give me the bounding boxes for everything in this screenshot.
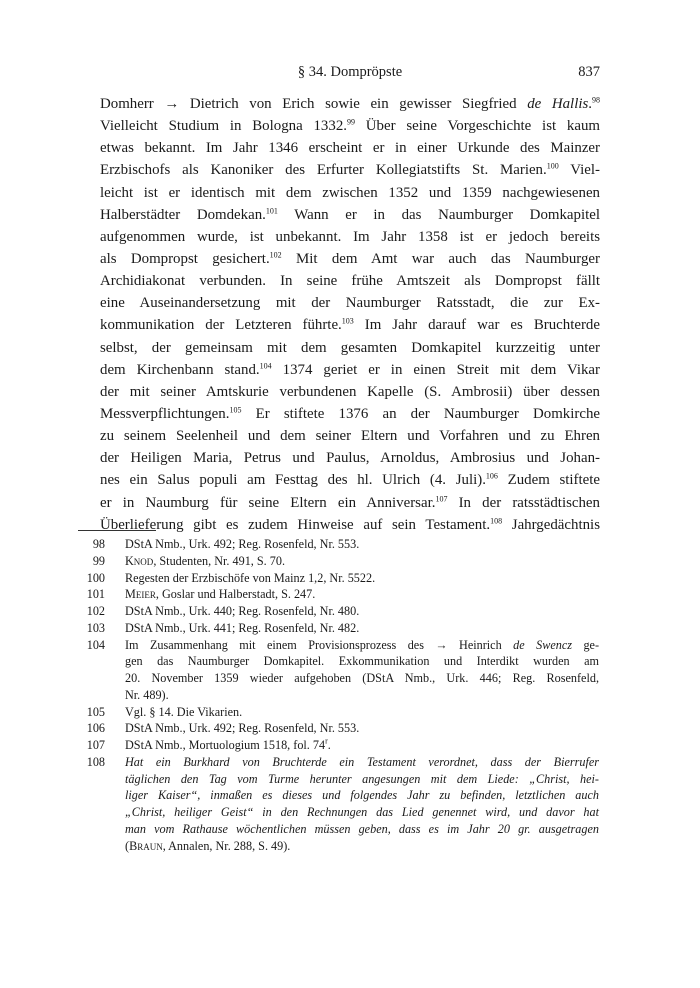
footnote — [78, 570, 600, 587]
body-line: etwas bekannt. Im Jahr 1346 erscheint er in einer Urkunde des Mainzer — [100, 140, 600, 157]
footnote-text — [125, 754, 599, 855]
footnote-line: DStA Nmb., Urk. 440; Reg. Rosenfeld, Nr. 480. — [125, 604, 360, 618]
body-line: Erzbischofs als Kanoniker des Erfurter Kollegiatstifts St. Marien.$^{100}$ Viel- — [100, 161, 600, 179]
footnote-number: 98 — [92, 537, 105, 551]
footnote-line: liger Kaiser“, inmaßen es dieses und folgendes Jahr zu befinden, letztlichen auch — [125, 788, 599, 803]
body-line: der Heiligen Maria, Petrus und Paulus, Arnoldus, Ambrosius und Johan- — [100, 450, 600, 467]
footnote-line: Knod, Studenten, Nr. 491, S. 70. — [125, 553, 286, 568]
footnote-line: DStA Nmb., Mortuologium 1518, fol. 74$^r$. — [125, 736, 331, 752]
footnote-number: 107 — [86, 738, 105, 752]
body-line: kommunikation der Letzteren führte.$^{103}$ Im Jahr darauf war es Bruchterde — [100, 316, 600, 334]
footnote-number: 106 — [86, 721, 105, 736]
footnote-line: man vom Rathause wöchentlichen müssen geben, dass es im Jahr 20 gr. ausgetragen — [125, 821, 599, 836]
footnote-number: 104 — [86, 637, 105, 652]
page-number: 837 — [578, 64, 600, 80]
body-line: leicht ist er identisch mit dem zwischen 1352 und 1359 nachgewiesenen — [100, 184, 600, 201]
footnote-number: 100 — [86, 570, 105, 585]
footnote — [78, 620, 600, 637]
footnote-line: Vgl. § 14. Die Vikarien. — [125, 704, 243, 719]
footnotes — [78, 536, 600, 854]
body-line: dem Kirchenbann stand.$^{104}$ 1374 geriet er in einen Streit mit dem Vikar — [100, 361, 601, 378]
body-line: Vielleicht Studium in Bologna 1332.99 Über seine Vorgeschichte ist kaum — [100, 117, 600, 135]
body-line: aufgenommen wurde, ist unbekannt. Im Jahr 1358 ist er jedoch bereits — [100, 228, 600, 245]
footnote-text — [125, 570, 599, 587]
footnote-text — [125, 553, 599, 570]
footnote-line: Im Zusammenhang mit einem Provisionsprozess des → Heinrich de Swencz ge- — [125, 637, 599, 652]
footnote — [78, 586, 600, 603]
body-line: Überlieferung gibt es zudem Hinweise auf sein Testament.$^{108}$ Jahrgedächtnis — [100, 516, 600, 533]
footnote-line: 20. November 1359 wieder aufgehoben (DStA Nmb., Urk. 446; Reg. Rosenfeld, — [125, 671, 599, 685]
footnote-number: 102 — [86, 604, 105, 618]
body-line: selbst, der gemeinsam mit dem gesamten Domkapitel kurzzeitig unter — [100, 339, 600, 356]
footnote-text — [125, 704, 599, 721]
footnote-text — [125, 620, 599, 637]
footnote-line: gen das Naumburger Domkapitel. Exkommunikation und Interdikt wurden am — [125, 654, 599, 669]
footnote-text — [125, 737, 599, 754]
footnote — [78, 754, 600, 855]
body-line: nes ein Salus populi am Festtag des hl. Ulrich (4. Juli).$^{106}$ Zudem stiftete — [100, 471, 600, 489]
body-text — [100, 93, 600, 536]
running-head — [100, 64, 600, 84]
body-line: er in Naumburg für seine Eltern ein Anniversar.$^{107}$ In der ratsstädtischen — [100, 494, 600, 511]
footnote — [78, 553, 600, 570]
footnote-line: Meier, Goslar und Halberstadt, S. 247. — [125, 587, 316, 602]
footnote-line: (Braun, Annalen, Nr. 288, S. 49). — [125, 838, 291, 853]
footnote-text — [125, 586, 599, 603]
footnote-text — [125, 536, 599, 553]
footnote-text — [125, 720, 599, 737]
body-line: als Dompropst gesichert.$^{102}$ Mit dem Amt war auch das Naumburger — [100, 250, 601, 267]
footnote — [78, 637, 600, 704]
body-line: zu seinem Seelenheil und dem seiner Eltern und Vorfahren und zu Ehren — [100, 428, 600, 445]
footnote-line: DStA Nmb., Urk. 492; Reg. Rosenfeld, Nr. 553. — [125, 537, 360, 551]
footnote-number: 103 — [86, 620, 105, 635]
footnote — [78, 720, 600, 737]
footnote-number: 99 — [92, 553, 105, 568]
footnote-rule — [78, 530, 156, 531]
footnote — [78, 737, 600, 754]
footnote — [78, 603, 600, 620]
footnote-number: 105 — [86, 704, 105, 719]
footnote-line: „Christ, heiliger Geist“ in den Rechnungen das Lied genennet wird, und davor hat — [125, 805, 599, 819]
footnote-text — [125, 637, 599, 704]
footnote-text — [125, 603, 599, 620]
body-line: Halberstädter Domdekan.$^{101}$ Wann er in das Naumburger Domkapitel — [100, 206, 600, 223]
body-line: Messverpflichtungen.$^{105}$ Er stiftete 1376 an der Naumburger Domkirche — [100, 405, 600, 422]
footnote-number: 108 — [86, 754, 105, 769]
body-line: Archidiakonat verbunden. In seine frühe Amtszeit als Dompropst fällt — [100, 273, 600, 290]
footnote — [78, 536, 600, 553]
footnote-line: täglichen den Tag vom Turme herunter angesungen mit dem Liede: „Christ, hei- — [125, 771, 599, 786]
footnote-line: Regesten der Erzbischöfe von Mainz 1,2, Nr. 5522. — [125, 570, 376, 585]
section-title: § 34. Dompröpste — [297, 64, 403, 80]
body-line: Domherr → Dietrich von Erich sowie ein gewisser Siegfried de Hallis.$^{98}$ — [100, 95, 600, 112]
footnote-line: Nr. 489). — [125, 687, 169, 702]
body-line: der mit seiner Amtskurie verbundenen Kapelle (S. Ambrosii) über dessen — [100, 383, 600, 400]
footnote-line: DStA Nmb., Urk. 492; Reg. Rosenfeld, Nr. 553. — [125, 721, 360, 736]
footnote-line: DStA Nmb., Urk. 441; Reg. Rosenfeld, Nr. 482. — [125, 620, 360, 635]
footnote — [78, 704, 600, 721]
footnote-line: Hat ein Burkhard von Bruchterde ein Testament verordnet, dass der Bierrufer — [125, 754, 599, 769]
footnote-number: 101 — [86, 587, 105, 602]
body-line: eine Auseinandersetzung mit der Naumburger Ratsstadt, die zur Ex- — [100, 295, 600, 312]
